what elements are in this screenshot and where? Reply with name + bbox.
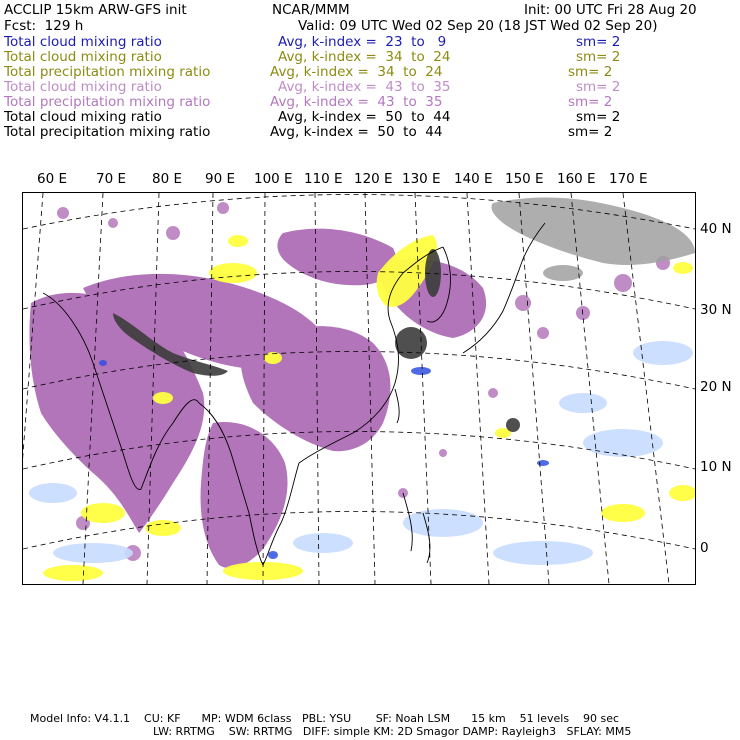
yellow-patch-mongolia [209, 263, 257, 283]
lat-label: 10 N [700, 459, 732, 475]
lon-label: 100 E [254, 171, 293, 187]
field-7-avg: Avg, k-index = 50 to 44 [270, 124, 443, 140]
field-4-sm: sm= 2 [576, 79, 621, 95]
field-7-name: Total precipitation mixing ratio [4, 124, 211, 140]
center-label: NCAR/MMM [272, 2, 350, 18]
field-1-sm: sm= 2 [576, 34, 621, 50]
lon-label: 90 E [205, 171, 235, 187]
coast-taiwan [395, 389, 399, 423]
init-time: Init: 00 UTC Fri 28 Aug 20 [524, 2, 697, 18]
field-1-avg: Avg, k-index = 23 to 9 [278, 34, 447, 50]
field-2-avg: Avg, k-index = 34 to 24 [278, 49, 451, 65]
field-5-sm: sm= 2 [568, 94, 613, 110]
field-3-name: Total precipitation mixing ratio [4, 64, 211, 80]
lon-label: 160 E [557, 171, 596, 187]
purple-cloud-china [241, 326, 391, 451]
valid-time: Valid: 09 UTC Wed 02 Sep 20 (18 JST Wed 02 Sep 20) [298, 18, 658, 34]
field-4-avg: Avg, k-index = 43 to 35 [278, 79, 451, 95]
field-2-name: Total cloud mixing ratio [4, 49, 162, 65]
field-6-name: Total cloud mixing ratio [4, 109, 162, 125]
lon-label: 130 E [402, 171, 441, 187]
field-6-sm: sm= 2 [576, 109, 621, 125]
field-4-name: Total cloud mixing ratio [4, 79, 162, 95]
typhoon-core [395, 327, 427, 359]
lat-label: 40 N [700, 221, 732, 237]
field-5-avg: Avg, k-index = 43 to 35 [270, 94, 443, 110]
lon-label: 170 E [609, 171, 648, 187]
lat-label: 0 [700, 540, 709, 556]
field-6-avg: Avg, k-index = 50 to 44 [278, 109, 451, 125]
field-5-name: Total precipitation mixing ratio [4, 94, 211, 110]
model-title: ACCLIP 15km ARW-GFS init [4, 2, 187, 18]
lon-label: 70 E [96, 171, 126, 187]
map-panel [22, 192, 696, 585]
lon-label: 140 E [454, 171, 493, 187]
field-2-sm: sm= 2 [576, 49, 621, 65]
footer-model-info: Model Info: V4.1.1 CU: KF MP: WDM 6class PBL: YSU SF: Noah LSM 15 km 51 levels 90 sec [30, 712, 620, 725]
field-7-sm: sm= 2 [568, 124, 613, 140]
field-3-sm: sm= 2 [568, 64, 613, 80]
lon-label: 80 E [152, 171, 182, 187]
field-3-avg: Avg, k-index = 34 to 24 [270, 64, 443, 80]
lat-label: 20 N [700, 379, 732, 395]
forecast-hour: Fcst: 129 h [4, 18, 84, 34]
lon-label: 150 E [505, 171, 544, 187]
lon-label: 110 E [304, 171, 343, 187]
lon-label: 120 E [354, 171, 393, 187]
lon-label: 60 E [37, 171, 67, 187]
footer-physics-info: LW: RRTMG SW: RRTMG DIFF: simple KM: 2D Smagor DAMP: Rayleigh3 SFLAY: MM5 [153, 725, 632, 738]
lat-label: 30 N [700, 302, 732, 318]
forecast-map [23, 193, 695, 584]
field-1-name: Total cloud mixing ratio [4, 34, 162, 50]
